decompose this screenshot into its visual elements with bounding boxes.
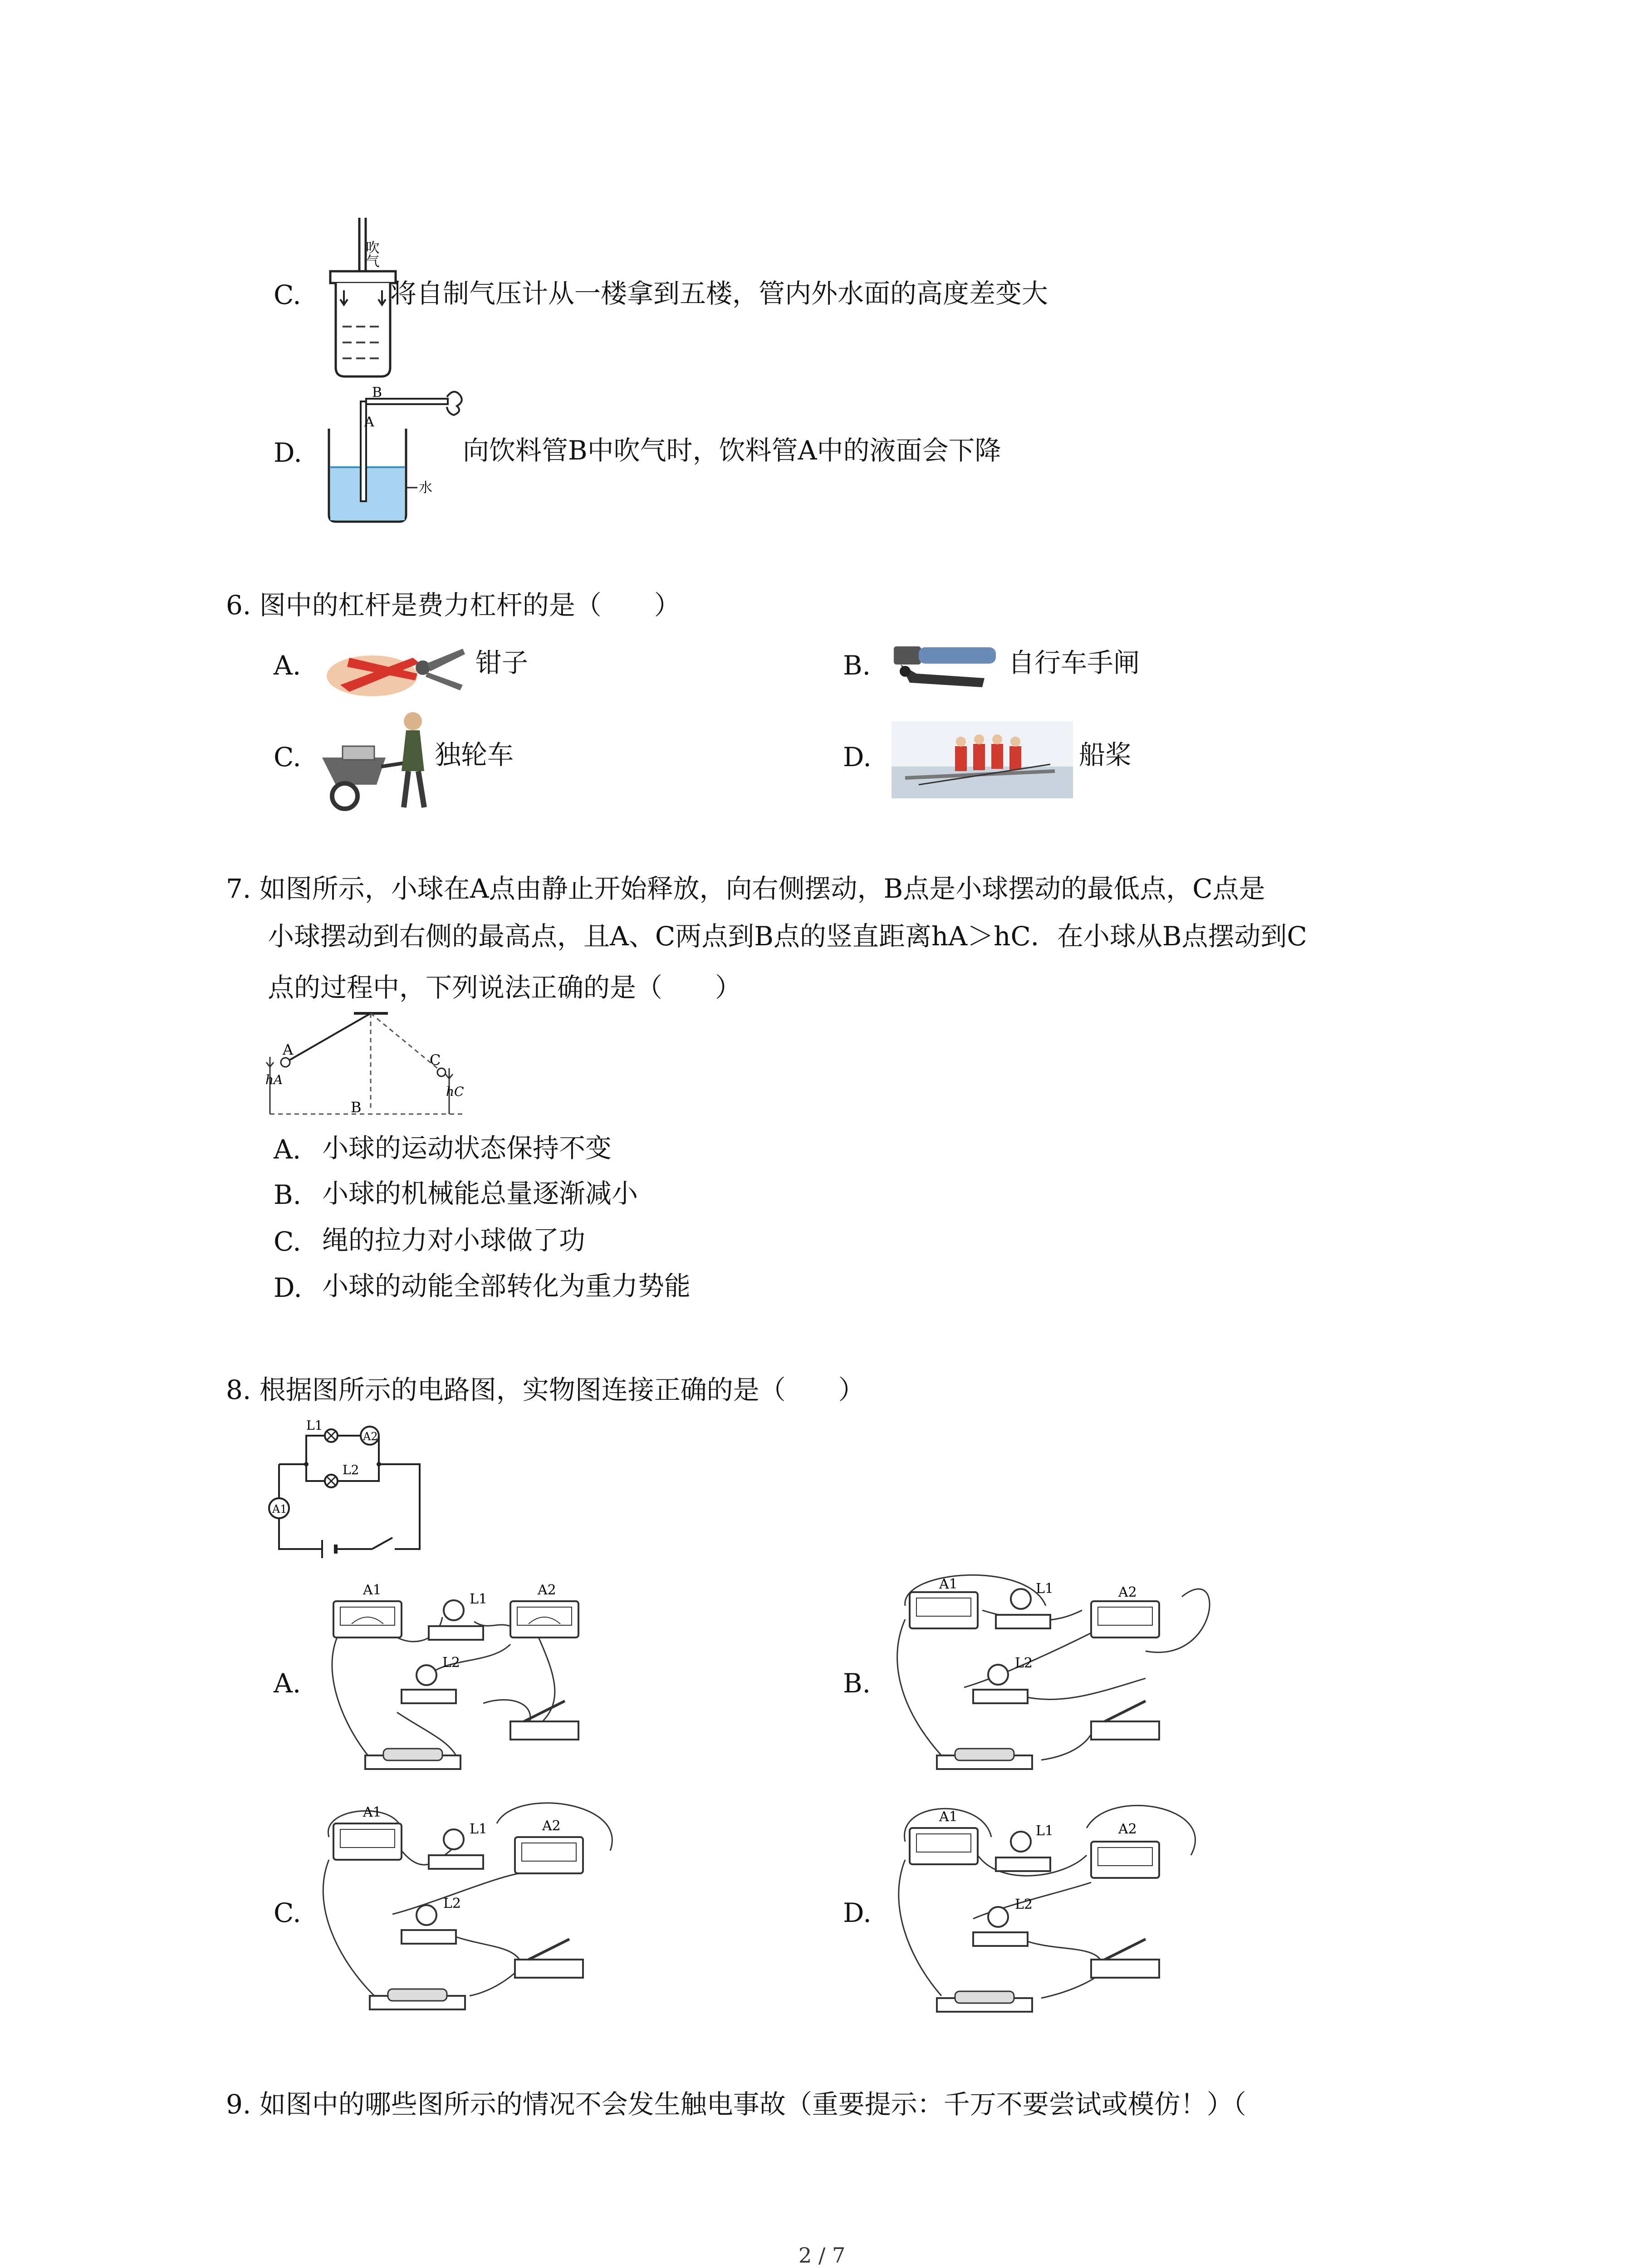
q6-stem: 6. 图中的杠杆是费力杠杆的是（ ） [226, 590, 681, 621]
b-a1-label: A1 [939, 1576, 958, 1592]
point-a-label: A [283, 1041, 294, 1058]
a-a1-label: A1 [363, 1582, 382, 1598]
q6-option-a-label: A. [274, 650, 301, 681]
blow-label: 吹气 [363, 240, 379, 268]
q8-option-b-label: B. [843, 1668, 871, 1699]
q6-option-c-text: 独轮车 [435, 739, 514, 770]
rowing-boat-image [892, 721, 1073, 798]
q7-option-c-label: C. [274, 1226, 301, 1257]
q7-stem-line3: 点的过程中，下列说法正确的是（ ） [268, 972, 742, 1003]
straw-b-label: B [372, 385, 382, 401]
pliers-image [322, 631, 472, 708]
q6-option-d-text: 船桨 [1079, 739, 1132, 770]
schematic-a2-label: A2 [363, 1430, 378, 1443]
q7-option-b-label: B. [274, 1179, 302, 1210]
b-l2-label: L2 [1015, 1655, 1033, 1671]
q5-option-c-text: 将自制气压计从一楼拿到五楼，管内外水面的高度差变大 [390, 278, 1048, 309]
q5-option-d-label: D. [274, 437, 302, 468]
pendulum-figure [265, 1007, 470, 1125]
point-b-label: B [351, 1099, 362, 1116]
d-l2-label: L2 [1015, 1897, 1033, 1912]
straw-a-label: A [364, 414, 374, 430]
q7-option-a-text: 小球的运动状态保持不变 [322, 1133, 612, 1163]
q7-option-d-text: 小球的动能全部转化为重力势能 [322, 1271, 691, 1301]
schematic-a1-label: A1 [272, 1503, 287, 1515]
q7-option-a-label: A. [274, 1134, 301, 1165]
c-l2-label: L2 [443, 1896, 461, 1911]
d-a1-label: A1 [939, 1809, 958, 1825]
wheelbarrow-image [318, 708, 436, 812]
q6-option-d-label: D. [843, 742, 872, 772]
water-label: 水 [419, 480, 432, 496]
q7-option-c-text: 绳的拉力对小球做了功 [322, 1225, 586, 1256]
bike-brake-image [892, 637, 1000, 701]
a-a2-label: A2 [538, 1582, 556, 1598]
c-a1-label: A1 [363, 1804, 382, 1820]
wiring-diagram-b [892, 1560, 1227, 1778]
schematic-l2-label: L2 [343, 1462, 359, 1477]
a-l1-label: L1 [470, 1591, 488, 1607]
q6-option-a-text: 钳子 [475, 647, 529, 678]
q7-stem-line2: 小球摆动到右侧的最高点，且A、C两点到B点的竖直距离hA＞hC．在小球从B点摆动到C [268, 921, 1307, 952]
q7-stem-line1: 7. 如图所示，小球在A点由静止开始释放，向右侧摆动，B点是小球摆动的最低点，C点是 [226, 873, 1265, 904]
q7-option-b-text: 小球的机械能总量逐渐减小 [322, 1178, 638, 1209]
hc-label: hC [446, 1084, 464, 1099]
q7-option-d-label: D. [274, 1272, 302, 1303]
page-number: 2 / 7 [798, 2243, 846, 2268]
q6-option-b-text: 自行车手闸 [1008, 647, 1140, 678]
q8-option-a-label: A. [274, 1668, 301, 1699]
q6-option-b-label: B. [843, 650, 871, 681]
q5-option-c-label: C. [274, 279, 301, 310]
q8-option-c-label: C. [274, 1897, 301, 1928]
q5-option-d-text: 向饮料管B中吹气时，饮料管A中的液面会下降 [463, 435, 1001, 466]
wiring-diagram-a [320, 1576, 647, 1780]
point-c-label: C [430, 1051, 441, 1069]
q9-stem: 9. 如图中的哪些图所示的情况不会发生触电事故（重要提示：千万不要尝试或模仿！）（ [226, 2089, 1246, 2120]
d-l1-label: L1 [1036, 1823, 1054, 1839]
b-l1-label: L1 [1036, 1581, 1054, 1597]
c-l1-label: L1 [470, 1821, 488, 1837]
straw-beaker-figure [315, 383, 465, 528]
q8-stem: 8. 根据图所示的电路图，实物图连接正确的是（ ） [226, 1374, 865, 1405]
wiring-diagram-c [320, 1796, 647, 2014]
circuit-schematic [263, 1411, 431, 1560]
schematic-l1-label: L1 [306, 1418, 323, 1433]
q6-option-c-label: C. [274, 742, 301, 772]
b-a2-label: A2 [1118, 1584, 1137, 1600]
q8-option-d-label: D. [843, 1897, 872, 1928]
d-a2-label: A2 [1118, 1821, 1137, 1837]
wiring-diagram-d [892, 1796, 1227, 2014]
ha-label: hA [265, 1072, 283, 1087]
a-l2-label: L2 [442, 1655, 460, 1671]
c-a2-label: A2 [542, 1818, 561, 1834]
